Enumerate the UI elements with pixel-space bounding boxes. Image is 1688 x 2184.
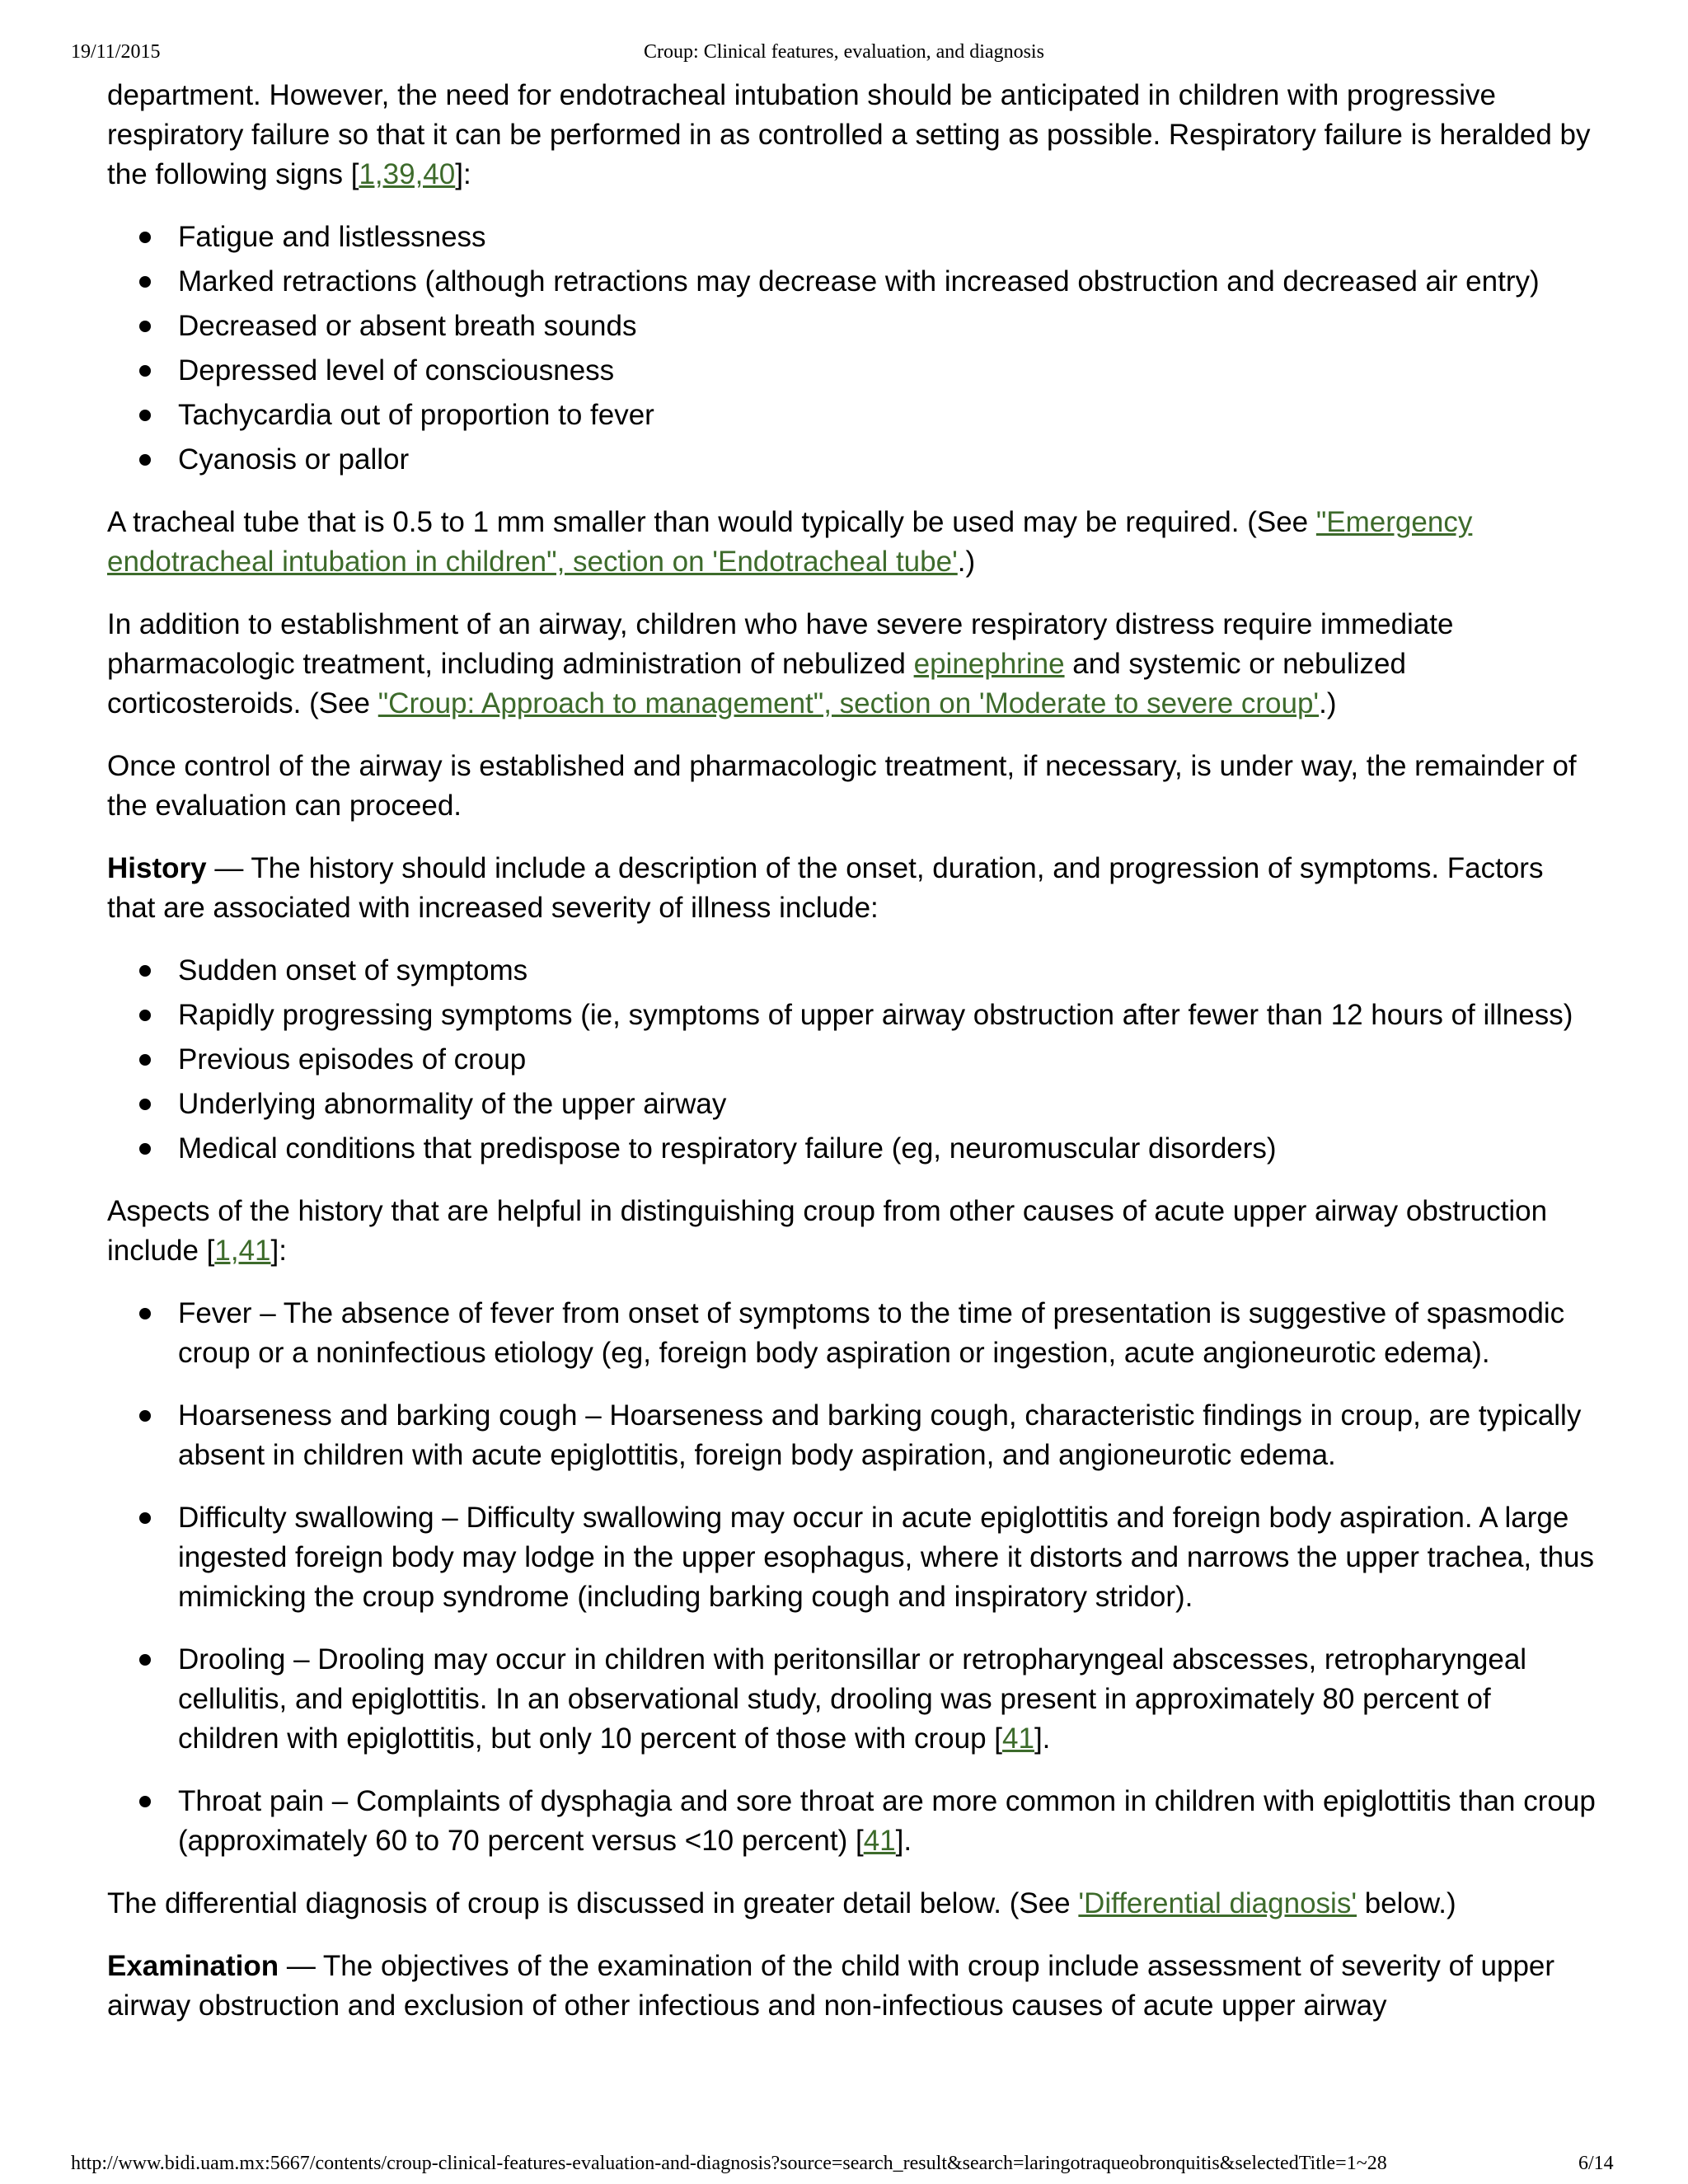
list-item: Previous episodes of croup	[107, 1040, 1599, 1080]
list-item: Medical conditions that predispose to respiratory failure (eg, neuromuscular disorders)	[107, 1129, 1599, 1169]
history-aspects-list	[107, 1294, 1599, 1861]
list-item-throat-pain: Throat pain – Complaints of dysphagia and sore throat are more common in children with epiglottitis than croup (approximately 60 to 70 percent versus <10 percent) [41].	[107, 1782, 1599, 1861]
croup-management-link[interactable]: "Croup: Approach to management", section on 'Moderate to severe croup'	[377, 687, 1320, 719]
intubation-link[interactable]: "Emergency endotracheal intubation in children", section on 'Endotracheal tube'	[107, 506, 1473, 578]
list-item: Sudden onset of symptoms	[107, 951, 1599, 991]
paragraph-respiratory-failure: department. However, the need for endotracheal intubation should be anticipated in children with progressive respiratory failure so that it can be performed in as controlled a setting as possible. Respiratory failure is heralded by the following signs [1,39,40]:	[107, 79, 1591, 190]
list-item: Underlying abnormality of the upper airway	[107, 1085, 1599, 1124]
differential-diagnosis-link[interactable]: 'Differential diagnosis'	[1078, 1887, 1357, 1919]
paragraph-history: History — The history should include a description of the onset, duration, and progression of symptoms. Factors that are associated with increased severity of illness include:	[107, 852, 1544, 924]
list-item-hoarseness: Hoarseness and barking cough – Hoarseness and barking cough, characteristic findings in croup, are typically absent in children with acute epiglottitis, foreign body aspiration, and angioneurotic edema.	[107, 1396, 1599, 1475]
list-item: Marked retractions (although retractions may decrease with increased obstruction and decreased air entry)	[107, 262, 1599, 302]
list-item: Fatigue and listlessness	[107, 218, 1599, 257]
reference-link[interactable]: 1,41	[214, 1235, 271, 1267]
list-item-swallowing: Difficulty swallowing – Difficulty swallowing may occur in acute epiglottitis and foreign body aspiration. A large ingested foreign body may lodge in the upper esophagus, where it distorts and narrows the upper trachea, thus mimicking the croup syndrome (including barking cough and inspiratory stridor).	[107, 1498, 1599, 1617]
epinephrine-link[interactable]: epinephrine	[913, 648, 1065, 680]
paragraph-pharmacologic-treatment: In addition to establishment of an airway, children who have severe respiratory distress require immediate pharmacologic treatment, including administration of nebulized epinephrine and systemic or nebulized corticosteroids. (See "Croup: Approach to management", section on 'Moderate to severe croup'.)	[107, 608, 1454, 719]
footer-page-number: 6/14	[1578, 2153, 1614, 2174]
article-body	[107, 76, 1599, 2049]
examination-heading: Examination	[107, 1950, 279, 1982]
list-item: Cyanosis or pallor	[107, 440, 1599, 480]
list-item-fever: Fever – The absence of fever from onset of symptoms to the time of presentation is suggestive of spasmodic croup or a noninfectious etiology (eg, foreign body aspiration or ingestion, acute angioneurotic edema).	[107, 1294, 1599, 1373]
paragraph-history-aspects: Aspects of the history that are helpful in distinguishing croup from other causes of acute upper airway obstruction include [1,41]:	[107, 1195, 1548, 1267]
list-item: Rapidly progressing symptoms (ie, symptoms of upper airway obstruction after fewer than 12 hours of illness)	[107, 996, 1599, 1035]
reference-link[interactable]: 41	[1002, 1722, 1034, 1755]
paragraph-tracheal-tube: A tracheal tube that is 0.5 to 1 mm smaller than would typically be used may be required. (See "Emergency endotracheal intubation in children", section on 'Endotracheal tube'.)	[107, 506, 1473, 578]
paragraph-airway-control: Once control of the airway is established and pharmacologic treatment, if necessary, is under way, the remainder of the evaluation can proceed.	[107, 750, 1577, 822]
reference-link[interactable]: 1,39,40	[359, 158, 456, 190]
list-item: Decreased or absent breath sounds	[107, 307, 1599, 346]
footer-url: http://www.bidi.uam.mx:5667/contents/croup-clinical-features-evaluation-and-diagnosis?source=search_result&search=laringotraqueobronquitis&selectedTitle=1~28	[71, 2153, 1387, 2174]
reference-link[interactable]: 41	[863, 1825, 896, 1857]
respiratory-failure-signs-list	[107, 218, 1599, 480]
history-heading: History	[107, 852, 207, 884]
header-title: Croup: Clinical features, evaluation, and diagnosis	[644, 41, 1044, 63]
paragraph-examination: Examination — The objectives of the examination of the child with croup include assessment of severity of upper airway obstruction and exclusion of other infectious and non-infectious causes of acute upper airway	[107, 1950, 1555, 2022]
list-item-drooling: Drooling – Drooling may occur in children with peritonsillar or retropharyngeal abscesses, retropharyngeal cellulitis, and epiglottitis. In an observational study, drooling was present in approximately 80 percent of children with epiglottitis, but only 10 percent of those with croup [41].	[107, 1640, 1599, 1759]
list-item: Tachycardia out of proportion to fever	[107, 396, 1599, 435]
list-item: Depressed level of consciousness	[107, 351, 1599, 391]
header-date: 19/11/2015	[71, 41, 161, 63]
severity-factors-list	[107, 951, 1599, 1169]
paragraph-differential: The differential diagnosis of croup is discussed in greater detail below. (See 'Differential diagnosis' below.)	[107, 1887, 1456, 1919]
